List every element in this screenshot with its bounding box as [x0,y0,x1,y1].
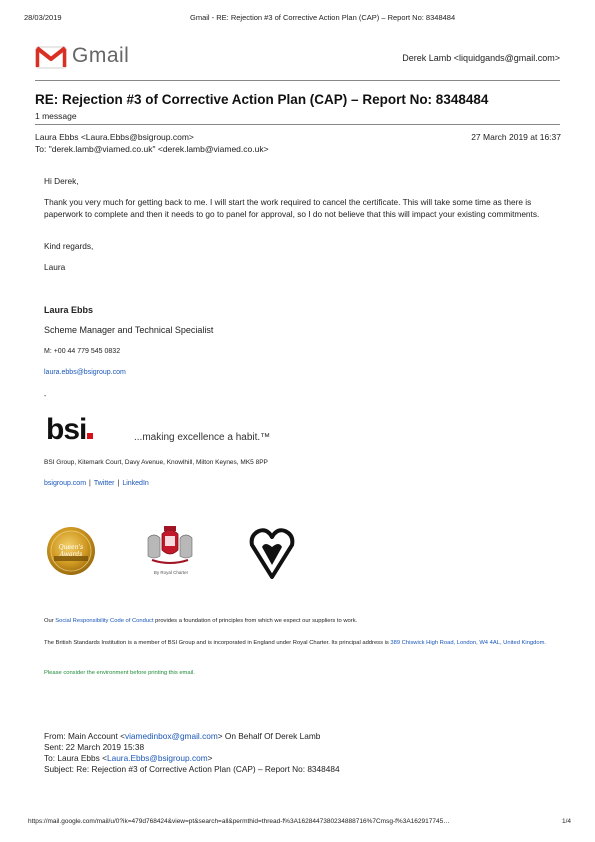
bsi-legal-notice [44,639,554,649]
csr-notice [44,617,554,627]
print-page-number: 1/4 [561,818,571,825]
message-count: 1 message [35,111,77,121]
quoted-sent: Sent: 22 March 2019 15:38 [44,742,145,752]
message-signoff: Laura [44,262,66,272]
kitemark-icon [249,525,295,581]
gmail-wordmark: Gmail [72,44,130,67]
gmail-envelope-icon [35,45,67,69]
royal-charter-crest [144,524,196,577]
header-divider [35,80,560,81]
link-separator: | [117,480,120,487]
quoted-from-prefix: From: Main Account < [44,731,125,741]
csr-prefix: Our [44,618,56,624]
quoted-to-suffix: > [207,753,213,763]
signature-name: Laura Ebbs [44,305,94,315]
quoted-to [44,753,213,764]
bsi-logo-dot [87,433,93,439]
linkedin-link[interactable]: LinkedIn [122,480,149,487]
queens-award-badge [44,526,98,581]
signature-role: Scheme Manager and Technical Specialist [44,325,214,335]
signature-phone: M: +00 44 779 545 0832 [44,348,121,355]
signature-email-link[interactable]: laura.ebbs@bsigroup.com [44,369,126,376]
link-separator: | [89,480,91,487]
bsi-legal-text: The British Standards Institution is a member of BSI Group and is incorporated in England under Royal Charter. Its principal address is [44,640,391,646]
thread-subject: RE: Rejection #3 of Corrective Action Plan (CAP) – Report No: 8348484 [35,92,489,107]
environment-notice: Please consider the environment before printing this email. [44,670,195,676]
queens-award-text: Queen's Awards [58,544,84,558]
print-title: Gmail - RE: Rejection #3 of Corrective Action Plan (CAP) – Report No: 8348484 [190,13,456,22]
csr-link[interactable]: Social Responsibility Code of Conduct [55,618,154,624]
message-recipients: To: "derek.lamb@viamed.co.uk" <derek.lamb@viamed.co.uk> [35,144,269,154]
quoted-to-email-link[interactable]: Laura.Ebbs@bsigroup.com [106,753,208,763]
account-label: Derek Lamb <liquidgands@gmail.com> [402,53,560,63]
quoted-subject: Subject: Re: Rejection #3 of Corrective Action Plan (CAP) – Report No: 8348484 [44,764,340,774]
twitter-link[interactable]: Twitter [93,480,115,487]
bsi-address-link[interactable]: 389 Chiswick High Road, London, W4 4AL, United Kingdom. [390,640,547,646]
message-date: 27 March 2019 at 16:37 [471,132,561,142]
coat-of-arms-icon [144,524,196,572]
quoted-from [44,731,320,742]
thread-divider [35,124,560,125]
message-closing: Kind regards, [44,241,94,251]
quoted-to-prefix: To: Laura Ebbs < [44,753,107,763]
kitemark-logo [249,525,295,586]
message-greeting: Hi Derek, [44,176,79,186]
signature-links [44,480,149,487]
message-paragraph: Thank you very much for getting back to me. I will start the work required to cancel the certificate. This will take some time as there is paperwork to complete and then it needs to go to panel for approval, so I do not believe that this will impact your existing commitments. [44,197,540,219]
bsi-tagline: ...making excellence a habit.™ [134,432,271,443]
bsigroup-link[interactable]: bsigroup.com [44,480,87,487]
print-url: https://mail.google.com/mail/u/0?ik=479d768424&view=pt&search=all&permthid=thread-f%3A1628447380234888716%7Cmsg-f%3A162917745… [28,818,450,825]
signature-dash: - [44,393,47,400]
quoted-from-suffix: > On Behalf Of Derek Lamb [217,731,321,741]
bsi-address: BSI Group, Kitemark Court, Davy Avenue, Knowlhill, Milton Keynes, MK5 8PP [44,459,268,466]
quoted-from-email-link[interactable]: viamedinbox@gmail.com [124,731,218,741]
message-sender: Laura Ebbs <Laura.Ebbs@bsigroup.com> [35,132,194,142]
csr-suffix: provides a foundation of principles from which we expect our suppliers to work. [153,618,358,624]
royal-charter-caption: By Royal Charter [153,570,189,575]
print-date: 28/03/2019 [24,13,62,22]
bsi-logo-text: bsi [46,413,87,446]
bsi-logo [46,413,93,447]
